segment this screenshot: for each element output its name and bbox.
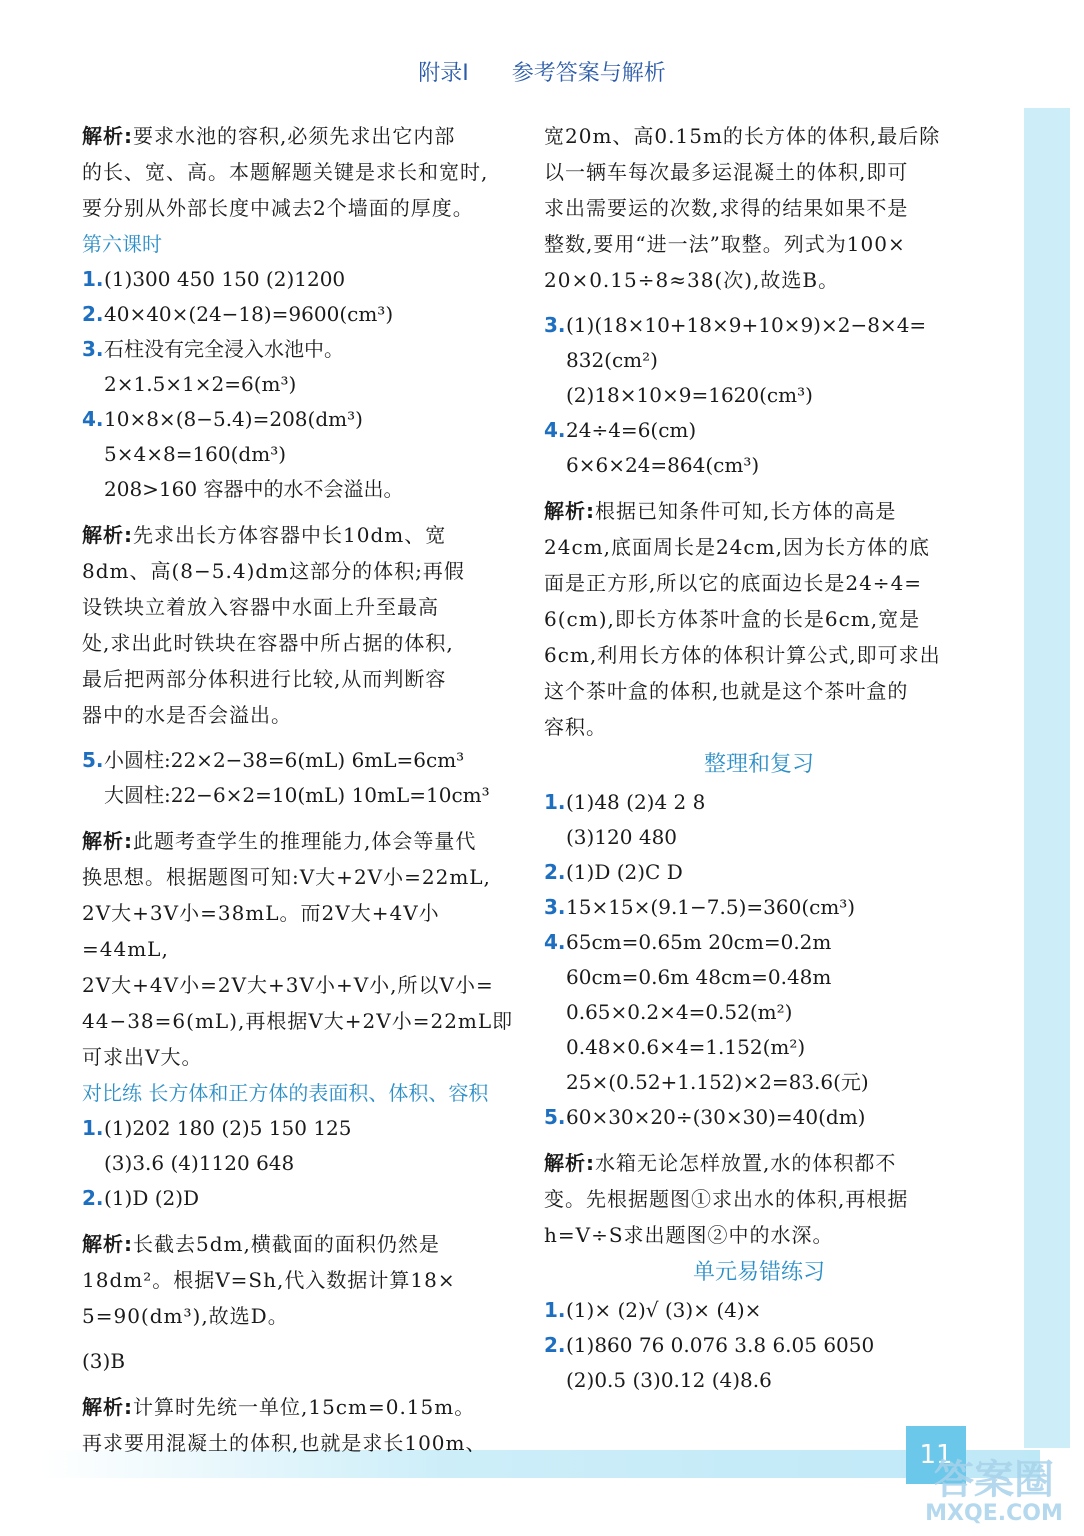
analysis-label: 解析: bbox=[544, 1151, 595, 1175]
answer-text: 65cm=0.65m 20cm=0.2m bbox=[566, 930, 832, 954]
answer-line: (3)B bbox=[82, 1349, 126, 1373]
right-column bbox=[544, 118, 974, 1398]
question-number: 2. bbox=[544, 1333, 566, 1357]
analysis-text: 2V大+4V小=2V大+3V小+V小,所以V小= bbox=[82, 973, 494, 997]
answer-text: (1)× (2)√ (3)× (4)× bbox=[566, 1298, 762, 1322]
question-number: 2. bbox=[82, 1186, 104, 1210]
question-number: 5. bbox=[82, 748, 104, 772]
answer-line bbox=[544, 1293, 974, 1328]
question-number: 1. bbox=[544, 790, 566, 814]
analysis-label: 解析: bbox=[82, 1395, 133, 1419]
answer-line bbox=[544, 1100, 974, 1135]
answer-line bbox=[82, 297, 522, 332]
question-number: 5. bbox=[544, 1105, 566, 1129]
analysis-text: 的长、宽、高。本题解题关键是求长和宽时, bbox=[82, 160, 489, 184]
side-decor-bar bbox=[1024, 108, 1070, 1448]
analysis-text: 18dm²。根据V=Sh,代入数据计算18× bbox=[82, 1268, 456, 1292]
question-number: 3. bbox=[82, 337, 104, 361]
question-number: 1. bbox=[82, 267, 104, 291]
answer-line bbox=[544, 855, 974, 890]
answer-line bbox=[82, 402, 522, 437]
question-number: 4. bbox=[544, 930, 566, 954]
analysis-text: 5=90(dm³),故选D。 bbox=[82, 1304, 289, 1328]
answer-text: (1)860 76 0.076 3.8 6.05 6050 bbox=[566, 1333, 875, 1357]
answer-line: 60cm=0.6m 48cm=0.48m bbox=[566, 965, 832, 989]
question-number: 2. bbox=[82, 302, 104, 326]
answer-text: (1)D (2)C D bbox=[566, 860, 683, 884]
answer-line: 大圆柱:22−6×2=10(mL) 10mL=10cm³ bbox=[104, 783, 490, 807]
page-header bbox=[0, 56, 1084, 87]
analysis-text: 宽20m、高0.15m的长方体的体积,最后除 bbox=[544, 124, 941, 148]
answer-line: 0.65×0.2×4=0.52(m²) bbox=[566, 1000, 793, 1024]
page-number: 11 bbox=[906, 1426, 966, 1484]
answer-text: 小圆柱:22×2−38=6(mL) 6mL=6cm³ bbox=[104, 748, 465, 772]
question-number: 2. bbox=[544, 860, 566, 884]
answer-text: (1)D (2)D bbox=[104, 1186, 200, 1210]
header-appendix: 附录Ⅰ bbox=[418, 61, 469, 86]
section-title: 单元易错练习 bbox=[692, 1260, 825, 1285]
analysis-text: 整数,要用“进一法”取整。列式为100× bbox=[544, 232, 906, 256]
answer-line: (3)3.6 (4)1120 648 bbox=[104, 1151, 295, 1175]
answer-line: 6×6×24=864(cm³) bbox=[566, 453, 760, 477]
answer-line bbox=[544, 413, 974, 448]
answer-line bbox=[544, 1328, 974, 1363]
analysis-text: 可求出V大。 bbox=[82, 1045, 203, 1069]
answer-text: 10×8×(8−5.4)=208(dm³) bbox=[104, 407, 363, 431]
answer-line bbox=[544, 785, 974, 820]
analysis-text: 20×0.15÷8≈38(次),故选B。 bbox=[544, 268, 840, 292]
answer-text: 15×15×(9.1−7.5)=360(cm³) bbox=[566, 895, 856, 919]
analysis-label: 解析: bbox=[82, 523, 133, 547]
analysis-text: 要分别从外部长度中减去2个墙面的厚度。 bbox=[82, 196, 474, 220]
analysis-text: 长截去5dm,横截面的面积仍然是 bbox=[133, 1232, 440, 1256]
analysis-block bbox=[82, 1389, 522, 1461]
question-number: 3. bbox=[544, 313, 566, 337]
answer-line: 208>160 容器中的水不会溢出。 bbox=[104, 477, 404, 501]
analysis-text: 24cm,底面周长是24cm,因为长方体的底 bbox=[544, 535, 930, 559]
analysis-continued bbox=[544, 118, 974, 298]
section-title: 整理和复习 bbox=[703, 752, 814, 777]
question-number: 1. bbox=[82, 1116, 104, 1140]
analysis-text: 最后把两部分体积进行比较,从而判断容 bbox=[82, 667, 447, 691]
answer-line: 0.48×0.6×4=1.152(m²) bbox=[566, 1035, 806, 1059]
left-column bbox=[82, 118, 522, 1461]
answer-line: 5×4×8=160(dm³) bbox=[104, 442, 287, 466]
answer-text: (1)48 (2)4 2 8 bbox=[566, 790, 706, 814]
watermark-main: 答案圈 bbox=[934, 1457, 1054, 1503]
answer-text: 40×40×(24−18)=9600(cm³) bbox=[104, 302, 394, 326]
analysis-text: 要求水池的容积,必须先求出它内部 bbox=[133, 124, 456, 148]
question-number: 1. bbox=[544, 1298, 566, 1322]
analysis-block bbox=[544, 493, 974, 745]
analysis-label: 解析: bbox=[82, 1232, 133, 1256]
analysis-text: 再求要用混凝土的体积,也就是求长100m、 bbox=[82, 1431, 487, 1455]
answer-line bbox=[544, 890, 974, 925]
analysis-text: 此题考查学生的推理能力,体会等量代 bbox=[133, 829, 477, 853]
analysis-block bbox=[82, 1226, 522, 1334]
analysis-text: 6(cm),即长方体茶叶盒的长是6cm,宽是 bbox=[544, 607, 921, 631]
analysis-text: 44−38=6(mL),再根据V大+2V小=22mL即 bbox=[82, 1009, 514, 1033]
analysis-block bbox=[544, 1145, 974, 1253]
answer-text: 60×30×20÷(30×30)=40(dm) bbox=[566, 1105, 866, 1129]
answer-text: 石柱没有完全浸入水池中。 bbox=[104, 337, 344, 361]
answer-text: 24÷4=6(cm) bbox=[566, 418, 697, 442]
answer-line bbox=[82, 332, 522, 367]
analysis-text: 6cm,利用长方体的体积计算公式,即可求出 bbox=[544, 643, 941, 667]
answer-line: (2)0.5 (3)0.12 (4)8.6 bbox=[566, 1368, 772, 1392]
analysis-text: 容积。 bbox=[544, 715, 607, 739]
analysis-text: 器中的水是否会溢出。 bbox=[82, 703, 292, 727]
answer-line bbox=[82, 1181, 522, 1216]
answer-line bbox=[82, 743, 522, 778]
analysis-text: 根据已知条件可知,长方体的高是 bbox=[595, 499, 897, 523]
analysis-text: 这个茶叶盒的体积,也就是这个茶叶盒的 bbox=[544, 679, 909, 703]
analysis-text: 先求出长方体容器中长10dm、宽 bbox=[133, 523, 447, 547]
analysis-label: 解析: bbox=[544, 499, 595, 523]
analysis-text: 处,求出此时铁块在容器中所占据的体积, bbox=[82, 631, 454, 655]
answer-line bbox=[544, 925, 974, 960]
analysis-text: 以一辆车每次最多运混凝土的体积,即可 bbox=[544, 160, 909, 184]
analysis-text: 计算时先统一单位,15cm=0.15m。 bbox=[133, 1395, 476, 1419]
answer-text: (1)202 180 (2)5 150 125 bbox=[104, 1116, 352, 1140]
answer-line: (2)18×10×9=1620(cm³) bbox=[566, 383, 813, 407]
answer-text: (1)(18×10+18×9+10×9)×2−8×4= bbox=[566, 313, 927, 337]
analysis-label: 解析: bbox=[82, 829, 133, 853]
answer-line bbox=[82, 1111, 522, 1146]
analysis-label: 解析: bbox=[82, 124, 133, 148]
section-title: 第六课时 bbox=[82, 232, 162, 256]
analysis-block bbox=[82, 517, 522, 733]
analysis-text: 变。先根据题图①求出水的体积,再根据 bbox=[544, 1187, 909, 1211]
answer-line: (3)120 480 bbox=[566, 825, 678, 849]
answer-line: 25×(0.52+1.152)×2=83.6(元) bbox=[566, 1070, 869, 1094]
analysis-text: 换思想。根据题图可知:V大+2V小=22mL, bbox=[82, 865, 491, 889]
analysis-block bbox=[82, 823, 522, 1075]
header-title: 参考答案与解析 bbox=[511, 61, 666, 86]
question-number: 4. bbox=[544, 418, 566, 442]
question-number: 3. bbox=[544, 895, 566, 919]
answer-line bbox=[544, 308, 974, 343]
intro-analysis bbox=[82, 118, 522, 226]
question-number: 4. bbox=[82, 407, 104, 431]
analysis-text: 2V大+3V小=38mL。而2V大+4V小=44mL, bbox=[82, 901, 440, 961]
analysis-text: 水箱无论怎样放置,水的体积都不 bbox=[595, 1151, 897, 1175]
analysis-text: h=V÷S求出题图②中的水深。 bbox=[544, 1223, 834, 1247]
analysis-text: 面是正方形,所以它的底面边长是24÷4= bbox=[544, 571, 923, 595]
section-title: 对比练 长方体和正方体的表面积、体积、容积 bbox=[82, 1081, 489, 1105]
answer-line: 832(cm²) bbox=[566, 348, 658, 372]
answer-line bbox=[82, 262, 522, 297]
watermark bbox=[914, 1448, 1074, 1528]
analysis-text: 8dm、高(8−5.4)dm这部分的体积;再假 bbox=[82, 559, 465, 583]
answer-text: (1)300 450 150 (2)1200 bbox=[104, 267, 346, 291]
answer-line: 2×1.5×1×2=6(m³) bbox=[104, 372, 297, 396]
watermark-sub: MXQE.COM bbox=[925, 1501, 1063, 1526]
analysis-text: 设铁块立着放入容器中水面上升至最高 bbox=[82, 595, 439, 619]
analysis-text: 求出需要运的次数,求得的结果如果不是 bbox=[544, 196, 909, 220]
